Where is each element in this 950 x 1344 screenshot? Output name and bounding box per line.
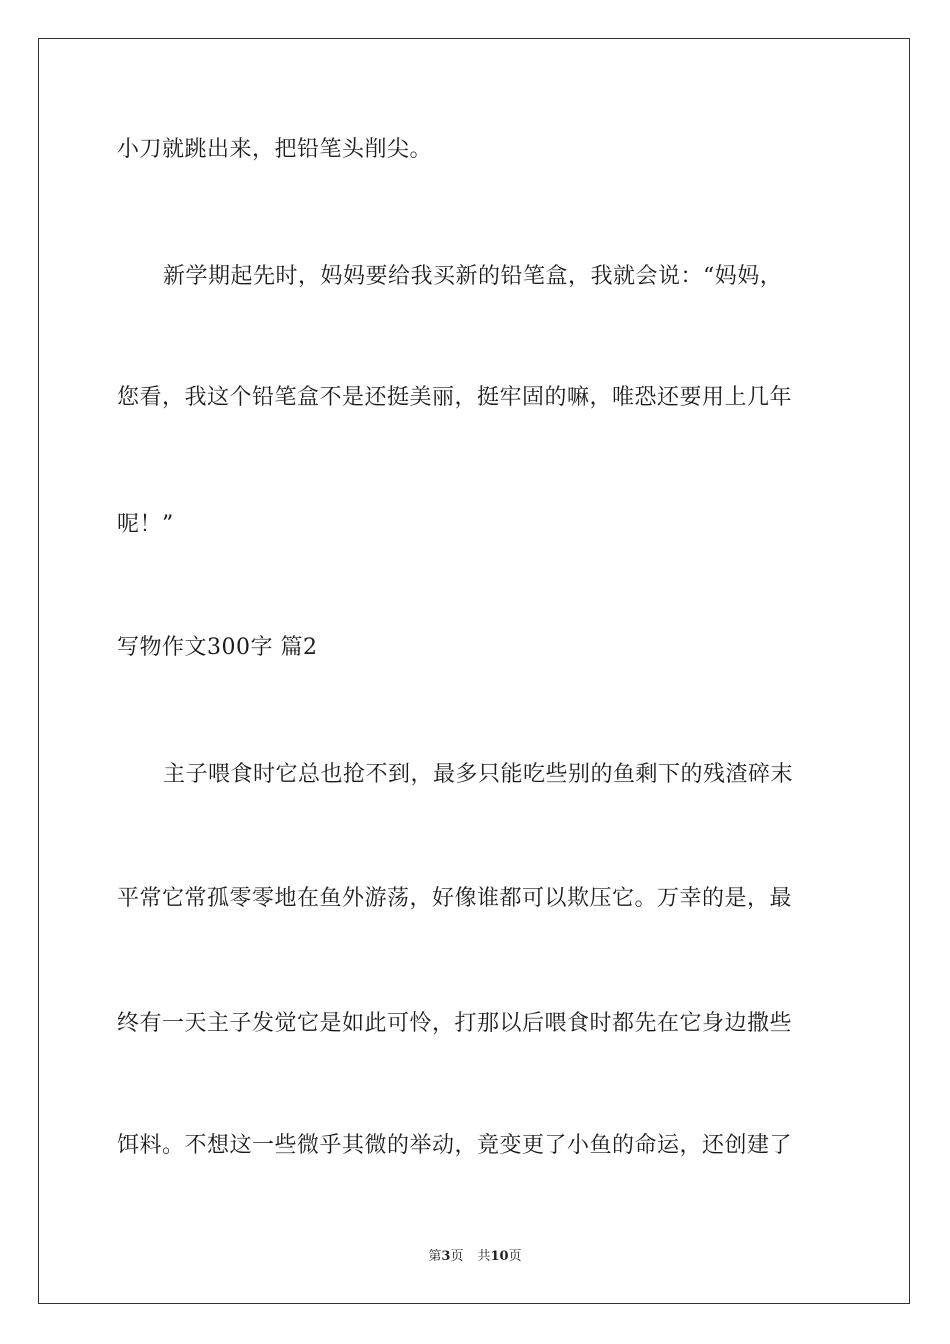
page-suffix: 页 [450,1249,464,1264]
text-line-6: 平常它常孤零零地在鱼外游荡，好像谁都可以欺压它。万幸的是，最 [117,886,793,911]
text-line-3: 您看，我这个铅笔盒不是还挺美丽，挺牢固的嘛，唯恐还要用上几年 [117,385,793,410]
total-suffix: 页 [508,1249,522,1264]
text-line-7: 终有一天主子发觉它是如此可怜，打那以后喂食时都先在它身边撒些 [117,1011,793,1036]
section-heading: 写物作文300字 篇2 [117,635,318,660]
text-line-4: 呢！” [117,512,174,537]
current-page-number: 3 [441,1249,451,1264]
page-border [38,38,910,1304]
paragraph-start-line: 新学期起先时，妈妈要给我买新的铅笔盒，我就会说：“妈妈， [163,264,783,289]
total-page-count: 10 [490,1249,509,1264]
page-footer [0,1248,950,1266]
page-prefix: 第 [428,1249,442,1264]
text-line-1: 小刀就跳出来，把铅笔头削尖。 [117,137,433,162]
paragraph-start-line-2: 主子喂食时它总也抢不到，最多只能吃些别的鱼剩下的残渣碎末 [163,762,794,787]
total-prefix: 共 [477,1249,491,1264]
text-line-8: 饵料。不想这一些微乎其微的举动，竟变更了小鱼的命运，还创建了 [117,1133,793,1158]
